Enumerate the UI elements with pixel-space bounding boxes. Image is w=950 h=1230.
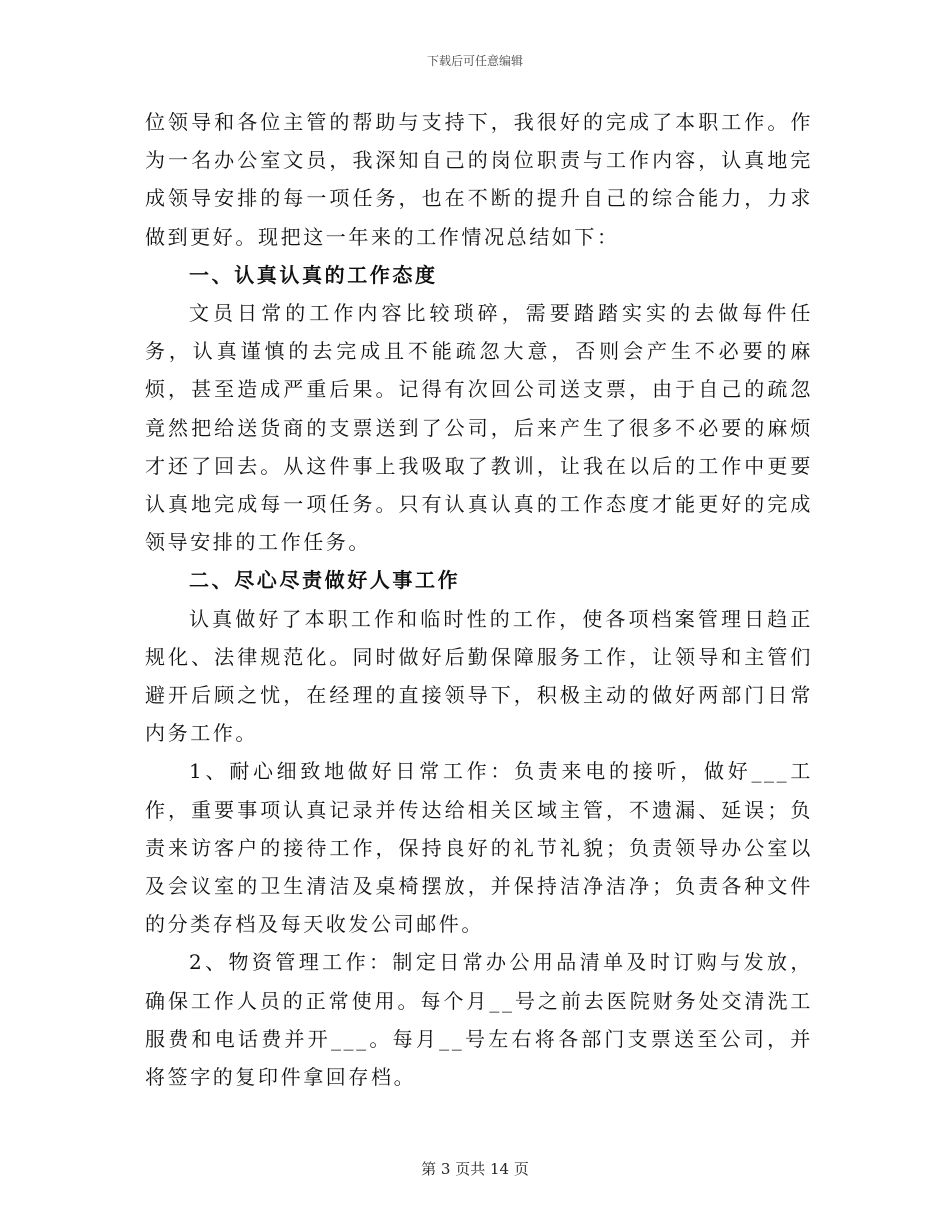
- section-2-paragraph: 认真做好了本职工作和临时性的工作，使各项档案管理日趋正规化、法律规范化。同时做好后勤保障服务工作，让领导和主管们避开后顾之忧，在经理的直接领导下，积极主动的做好两部门日常内务工作。: [145, 606, 813, 746]
- intro-paragraph: 位领导和各位主管的帮助与支持下，我很好的完成了本职工作。作为一名办公室文员，我深知自己的岗位职责与工作内容，认真地完成领导安排的每一项任务，也在不断的提升自己的综合能力，力求做到更好。现把这一年来的工作情况总结如下：: [145, 110, 813, 249]
- page-header: 下载后可任意编辑: [426, 54, 523, 68]
- section-1-paragraph: 文员日常的工作内容比较琐碎，需要踏踏实实的去做每件任务，认真谨慎的去完成且不能疏忽大意，否则会产生不必要的麻烦，甚至造成严重后果。记得有次回公司送支票，由于自己的疏忽竟然把给送货商的支票送到了公司，后来产生了很多不必要的麻烦才还了回去。从这件事上我吸取了教训，让我在以后的工作中更要认真地完成每一项任务。只有认真认真的工作态度才能更好的完成领导安排的工作任务。: [145, 301, 813, 555]
- item-1-paragraph: 1、耐心细致地做好日常工作：负责来电的接听，做好___工作，重要事项认真记录并传达给相关区域主管，不遗漏、延误；负责来访客户的接待工作，保持良好的礼节礼貌；负责领导办公室以及会议室的卫生清洁及桌椅摆放，并保持洁净洁净；负责各种文件的分类存档及每天收发公司邮件。: [145, 759, 813, 937]
- document-body: [145, 103, 813, 1096]
- section-heading-2: 二、尽心尽责做好人事工作: [189, 568, 461, 593]
- section-heading-1: 一、认真认真的工作态度: [189, 262, 438, 287]
- item-2-paragraph: 2、物资管理工作：制定日常办公用品清单及时订购与发放，确保工作人员的正常使用。每个月__号之前去医院财务处交清洗工服费和电话费并开___。每月__号左右将各部门支票送至公司，并将签字的复印件拿回存档。: [145, 950, 813, 1090]
- page-number-footer: 第 3 页共 14 页: [421, 1160, 529, 1178]
